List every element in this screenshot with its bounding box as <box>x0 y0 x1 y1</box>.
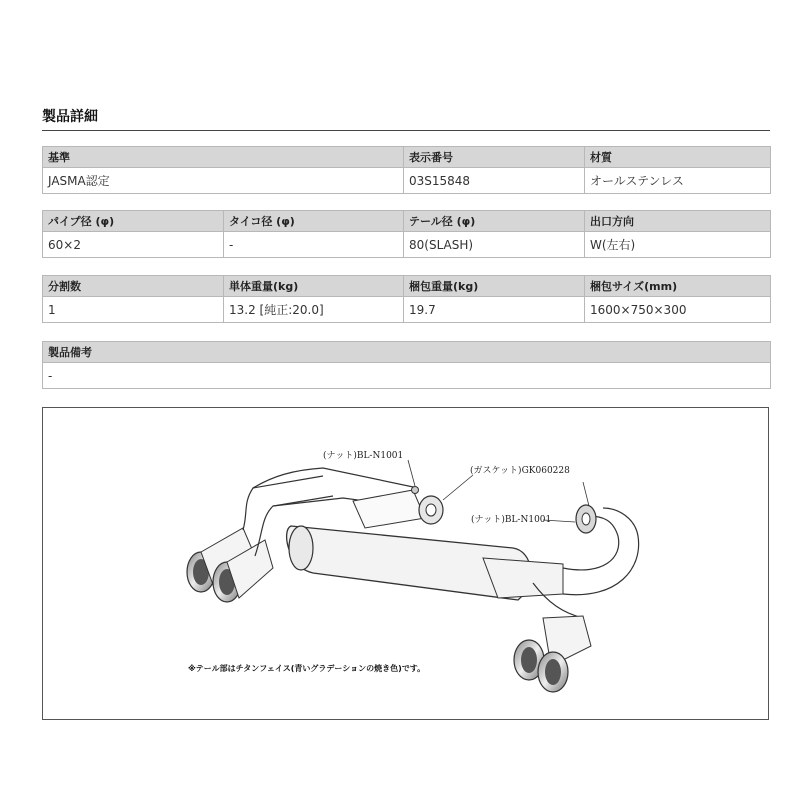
center-flange <box>353 490 443 528</box>
header-display-number: 表示番号 <box>404 147 585 168</box>
value-package-size: 1600×750×300 <box>585 297 771 323</box>
header-remarks: 製品備考 <box>43 342 771 363</box>
header-silencer-diameter: タイコ径 (φ) <box>224 211 404 232</box>
label-nut-1: (ナット)BL-N1001 <box>323 451 404 461</box>
right-tail-tips <box>514 616 591 692</box>
spec-table-diameters <box>42 210 771 258</box>
nut-top <box>412 487 419 494</box>
value-tail-diameter: 80(SLASH) <box>404 232 585 258</box>
exhaust-illustration <box>43 408 770 721</box>
header-pipe-diameter: パイプ径 (φ) <box>43 211 224 232</box>
label-gasket: (ガスケット)GK060228 <box>470 466 570 476</box>
value-material: オールステンレス <box>585 168 771 194</box>
spec-table-remarks <box>42 341 771 389</box>
diagram-note: ※テール部はチタンフェイス(青いグラデーションの焼き色)です。 <box>188 664 426 673</box>
rear-gasket <box>576 505 596 533</box>
spec-table-standard <box>42 146 771 194</box>
header-tail-diameter: テール径 (φ) <box>404 211 585 232</box>
header-package-weight: 梱包重量(kg) <box>404 276 585 297</box>
title-divider <box>42 130 770 131</box>
value-exit-direction: W(左右) <box>585 232 771 258</box>
value-display-number: 03S15848 <box>404 168 585 194</box>
value-split-count: 1 <box>43 297 224 323</box>
spec-table-weights <box>42 275 771 323</box>
value-pipe-diameter: 60×2 <box>43 232 224 258</box>
product-diagram <box>42 407 769 720</box>
section-title: 製品詳細 <box>42 109 98 125</box>
header-standard: 基準 <box>43 147 404 168</box>
value-remarks: - <box>43 363 771 389</box>
header-unit-weight: 単体重量(kg) <box>224 276 404 297</box>
header-package-size: 梱包サイズ(mm) <box>585 276 771 297</box>
header-exit-direction: 出口方向 <box>585 211 771 232</box>
header-split-count: 分割数 <box>43 276 224 297</box>
muffler-body <box>287 526 563 600</box>
value-unit-weight: 13.2 [純正:20.0] <box>224 297 404 323</box>
value-standard: JASMA認定 <box>43 168 404 194</box>
label-nut-2: (ナット)BL-N1001 <box>471 515 552 525</box>
header-material: 材質 <box>585 147 771 168</box>
value-silencer-diameter: - <box>224 232 404 258</box>
value-package-weight: 19.7 <box>404 297 585 323</box>
